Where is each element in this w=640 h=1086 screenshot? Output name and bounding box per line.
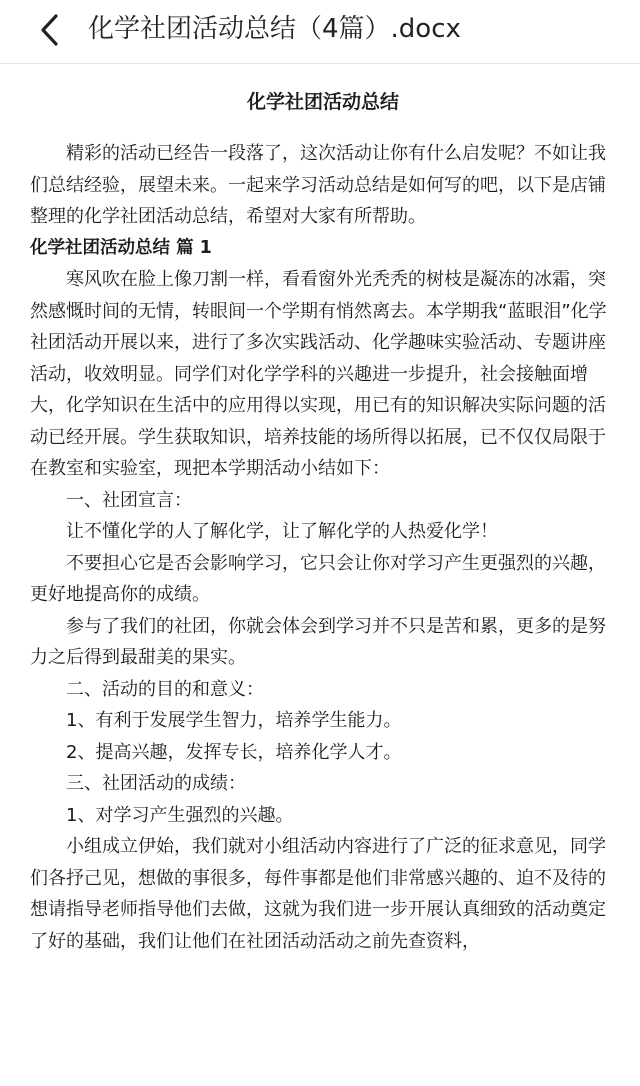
document-body bbox=[30, 88, 616, 957]
paragraph: 参与了我们的社团，你就会体会到学习并不只是苦和累，更多的是努力之后得到最甜美的果实。 bbox=[30, 615, 606, 668]
top-bar bbox=[0, 0, 640, 64]
document-title-bar: 化学社团活动总结（4篇）.docx bbox=[88, 14, 461, 44]
paragraph: 寒风吹在脸上像刀割一样，看看窗外光秃秃的树枝是凝冻的冰霜，突然感慨时间的无情，转眼间一个学期有悄然离去。本学期我“蓝眼泪”化学社团活动开展以来，进行了多次实践活动、化学趣味实验活动、专题讲座活动，收效明显。同学们对化学学科的兴趣进一步提升，社会接触面增大，化学知识在生活中的应用得以实现，用已有的知识解决实际问题的活动已经开展。学生获取知识，培养技能的场所得以拓展，已不仅仅局限于在教室和实验室，现把本学期活动小结如下： bbox=[30, 269, 607, 479]
paragraph: 1、有利于发展学生智力，培养学生能力。 bbox=[66, 710, 402, 731]
paragraph: 小组成立伊始，我们就对小组活动内容进行了广泛的征求意见，同学们各抒己见，想做的事很多，每件事都是他们非常感兴趣的、迫不及待的想请指导老师指导他们去做，这就为我们进一步开展认真细致的活动奠定了好的基础，我们让他们在社团活动活动之前先查资料， bbox=[30, 836, 606, 952]
page-title: 化学社团活动总结 bbox=[246, 91, 399, 113]
paragraph: 1、对学习产生强烈的兴趣。 bbox=[66, 804, 294, 826]
paragraph: 二、活动的目的和意义： bbox=[66, 678, 264, 700]
intro-paragraph: 精彩的活动已经告一段落了，这次活动让你有什么启发呢？不如让我们总结经验，展望未来。一起来学习活动总结是如何写的吧，以下是店铺整理的化学社团活动总结，希望对大家有所帮助。 bbox=[30, 143, 606, 227]
paragraph: 让不懂化学的人了解化学，让了解化学的人热爱化学！ bbox=[66, 521, 498, 542]
paragraph: 三、社团活动的成绩： bbox=[66, 773, 246, 794]
paragraph: 不要担心它是否会影响学习，它只会让你对学习产生更强烈的兴趣，更好地提高你的成绩。 bbox=[30, 552, 606, 605]
back-button[interactable] bbox=[30, 10, 70, 50]
chevron-left-icon bbox=[38, 13, 62, 47]
paragraph: 2、提高兴趣，发挥专长，培养化学人才。 bbox=[66, 741, 402, 763]
section-heading: 化学社团活动总结 篇 1 bbox=[30, 237, 212, 258]
paragraph: 一、社团宣言： bbox=[66, 489, 192, 511]
